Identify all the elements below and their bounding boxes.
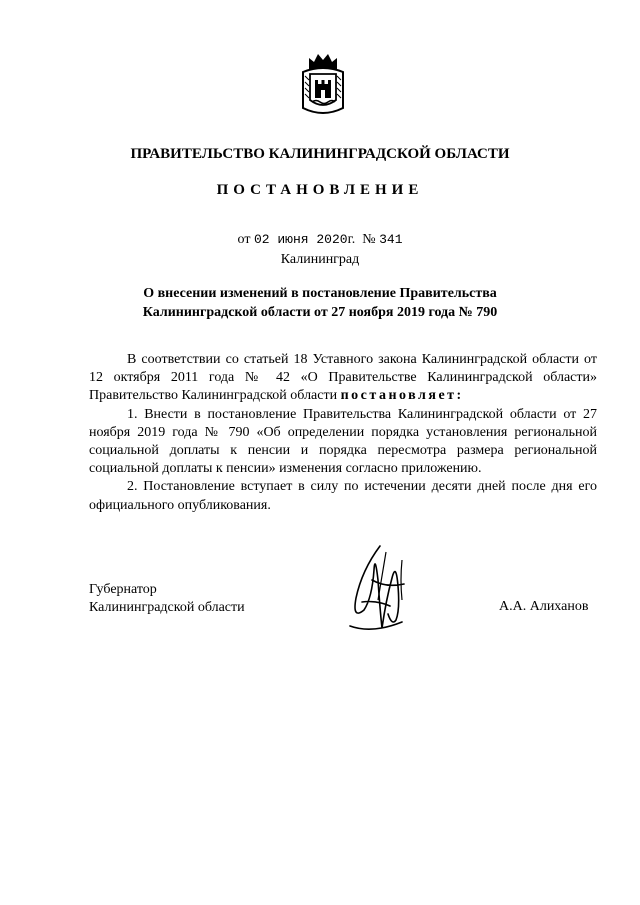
city-name: Калининград [280, 252, 360, 267]
handwritten-signature [342, 540, 414, 640]
signatory-title-line-1: Губернатор [89, 582, 157, 597]
date-line [0, 232, 640, 248]
decree-number: 341 [379, 232, 403, 247]
decree-subject [0, 284, 640, 322]
preamble-paragraph [89, 351, 597, 406]
signatory-title-line-2: Калининградской области [89, 600, 245, 615]
coat-of-arms-emblem [300, 50, 346, 120]
subject-line-1: О внесении изменений в постановление Правительства [143, 286, 497, 301]
signatory-name: А.А. Алиханов [499, 599, 589, 614]
date-prefix: от [237, 232, 251, 247]
number-sign: № [362, 232, 376, 247]
signatory-title [89, 581, 245, 617]
item-1-paragraph: 1. Внести в постановление Правительства Калининградской области от 27 ноября 2019 года № 790 «Об определении порядка установления региональной социальной доплаты к пенсии и порядка пересмотра размера региональной социальной доплаты к пенсии» изменения согласно приложению. [89, 406, 597, 477]
resolves-word: постановляет: [340, 388, 464, 404]
document-type: ПОСТАНОВЛЕНИЕ [216, 182, 424, 198]
subject-line-2: Калининградской области от 27 ноября 2019 года № 790 [142, 305, 498, 320]
preamble-text: В соответствии со статьей 18 Уставного закона Калининградской области от 12 октября 2011 года № 42 «О Правительстве Калининградской области» Правительство Калининградской области [89, 352, 597, 404]
year-suffix: г. [347, 232, 356, 247]
decree-date: 02 июня 2020 [253, 232, 348, 247]
item-2-paragraph: 2. Постановление вступает в силу по истечении десяти дней после дня его официального опубликования. [89, 479, 597, 513]
government-name: ПРАВИТЕЛЬСТВО КАЛИНИНГРАДСКОЙ ОБЛАСТИ [130, 146, 510, 162]
decree-body [89, 351, 597, 515]
